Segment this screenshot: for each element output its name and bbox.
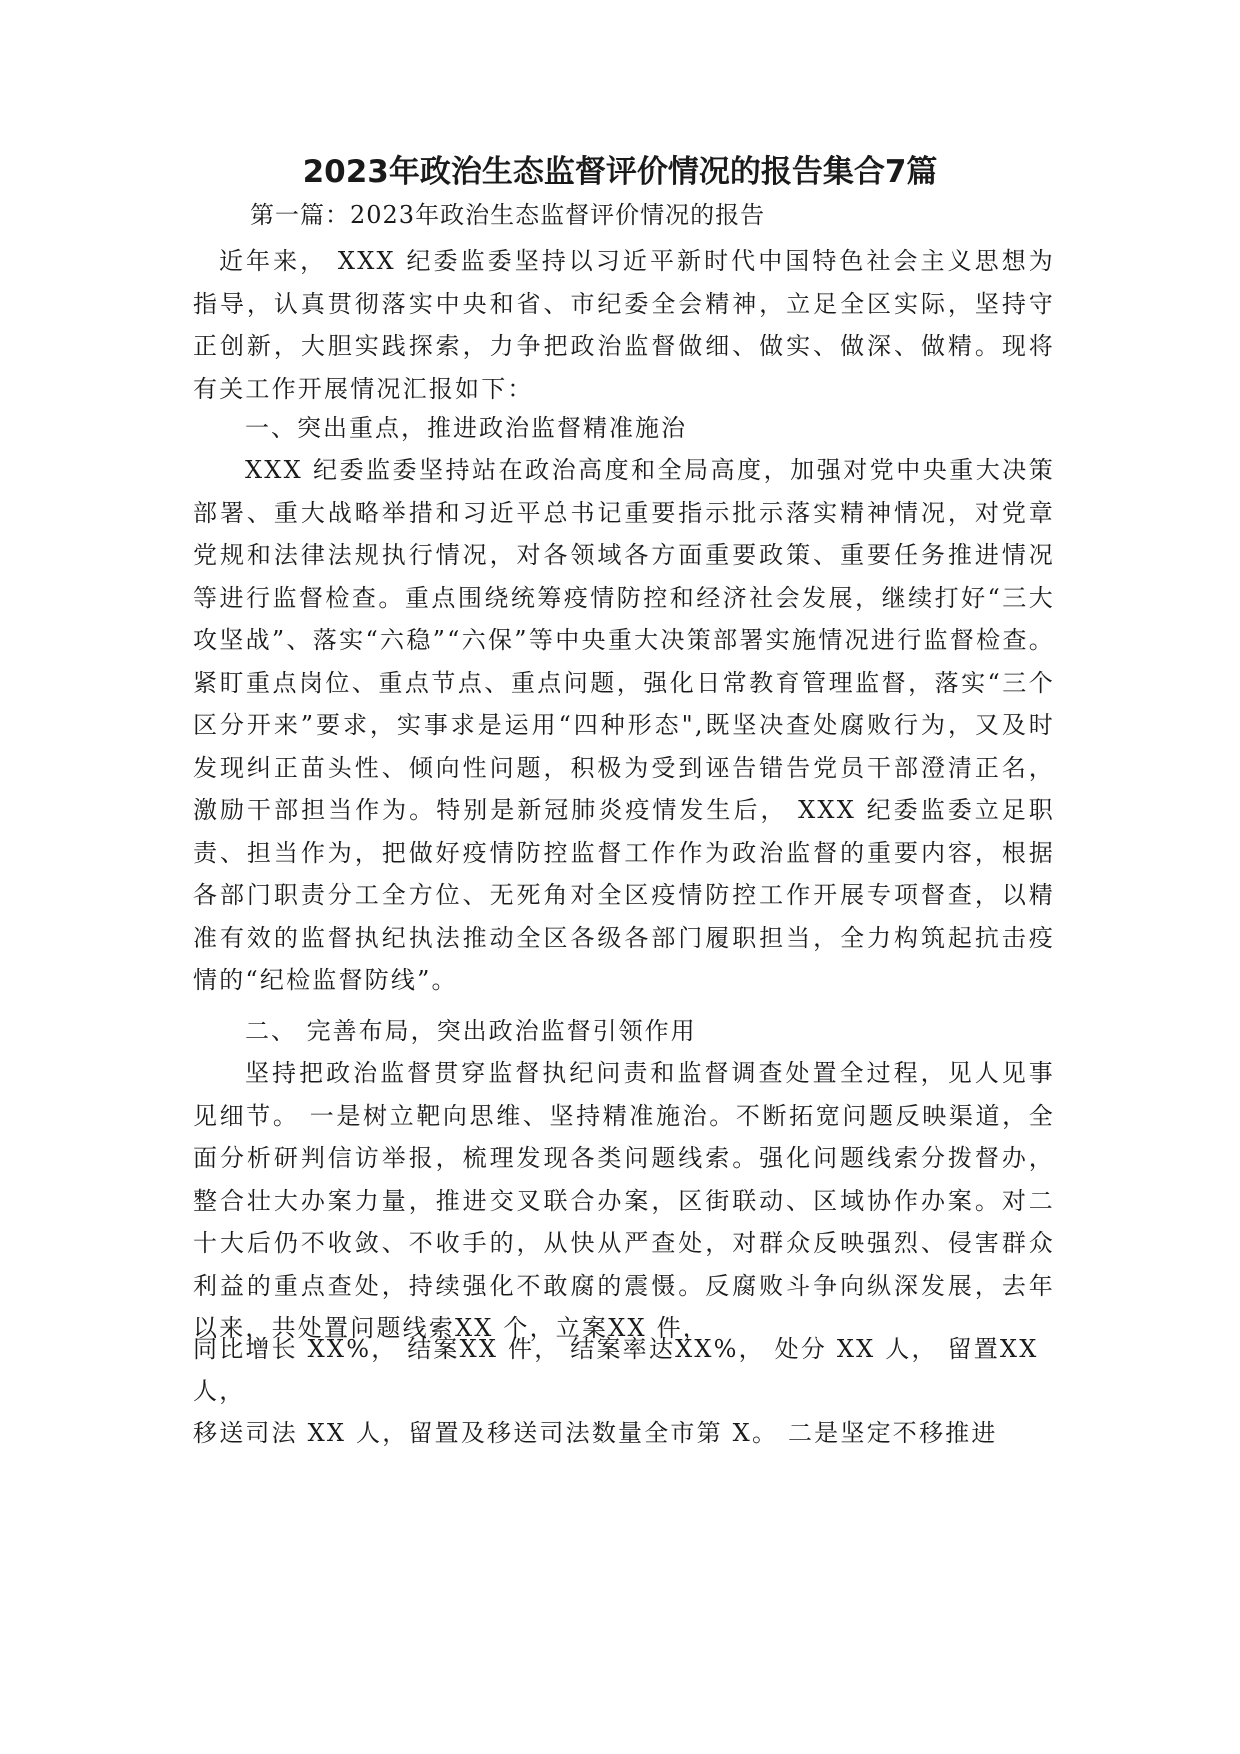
paragraph-intro: 近年来， XXX 纪委监委坚持以习近平新时代中国特色社会主义思想为指导，认真贯彻落实中央和省、市纪委全会精神，立足全区实际，坚持守正创新，大胆实践探索，力争把政治监督做细、做实、做深、做精。现将有关工作开展情况汇报如下： — [193, 247, 1055, 403]
paragraph-section-1: XXX 纪委监委坚持站在政治高度和全局高度，加强对党中央重大决策部署、重大战略举措和习近平总书记重要指示批示落实精神情况，对党章党规和法律法规执行情况，对各领域各方面重要政策、重要任务推进情况等进行监督检查。重点围绕统筹疫情防控和经济社会发展，继续打好“三大攻坚战”、落实“六稳”“六保”等中央重大决策部署实施情况进行监督检查。紧盯重点岗位、重点节点、重点问题，强化日常教育管理监督，落实“三个区分开来”要求，实事求是运用“四种形态",既坚决查处腐败行为，又及时发现纠正苗头性、倾向性问题，积极为受到诬告错告党员干部澄清正名，激励干部担当作为。特别是新冠肺炎疫情发生后， XXX 纪委监委立足职责、担当作为，把做好疫情防控监督工作作为政治监督的重要内容，根据各部门职责分工全方位、无死角对全区疫情防控工作开展专项督查，以精准有效的监督执纪执法推动全区各级各部门履职担当，全力构筑起抗击疫情的“纪检监督防线”。 — [193, 456, 1055, 994]
paragraph-section-2: 坚持把政治监督贯穿监督执纪问责和监督调查处置全过程，见人见事见细节。 一是树立靶向思维、坚持精准施治。不断拓宽问题反映渠道，全面分析研判信访举报，梳理发现各类问题线索。强化问题线索分拨督办，整合壮大办案力量，推进交叉联合办案，区街联动、区域协作办案。对二十大后仍不收敛、不收手的，从快从严查处，对群众反映强烈、侵害群众利益的重点查处，持续强化不敢腐的震慑。反腐败斗争向纵深发展，去年以来，共处置问题线索XX 个，立案XX 件， — [193, 1059, 1055, 1342]
section-heading-1: 一、突出重点，推进政治监督精准施治 — [245, 414, 687, 442]
document-subtitle: 第一篇：2023年政治生态监督评价情况的报告 — [250, 201, 766, 229]
paragraph-line-stats: 同比增长 XX%， 结案XX 件， 结案率达XX%， 处分 XX 人， 留置XX — [193, 1335, 1039, 1363]
document-title: 2023年政治生态监督评价情况的报告集合7篇 — [302, 154, 938, 190]
paragraph-line-wrap: 人， — [193, 1377, 246, 1405]
paragraph-line-last: 移送司法 XX 人，留置及移送司法数量全市第 X。 二是坚定不移推进 — [193, 1419, 998, 1447]
section-heading-2: 二、 完善布局，突出政治监督引领作用 — [245, 1017, 697, 1045]
